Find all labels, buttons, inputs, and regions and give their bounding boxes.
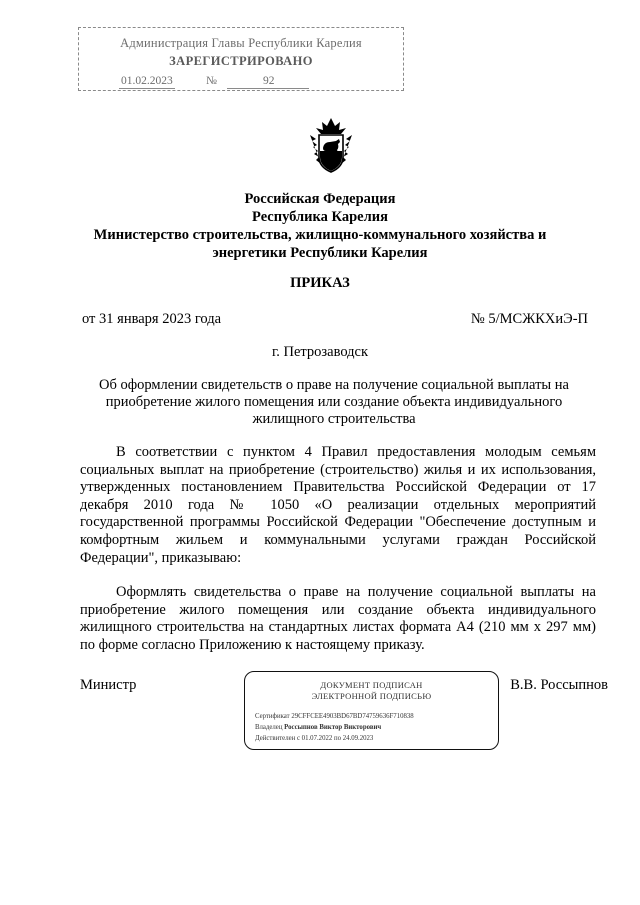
esig-certificate-row [255,713,492,720]
esig-title-line2: ЭЛЕКТРОННОЙ ПОДПИСЬЮ [311,691,432,701]
esig-certificate-label: Сертификат [255,713,290,720]
registration-stamp [78,27,404,91]
body-paragraph-1: В соответствии с пунктом 4 Правил предоставления молодым семьям социальных выплат на приобретение (строительство) жилья и их использования, утвержденных постановлением Правительства Российской Федерации от 17 декабря 2010 года № 1050 «О реализации отдельных мероприятий государственной программы Российской Федерации "Обеспечение доступным и комфортным жильем и коммунальными услугами граждан Российской Федерации", приказываю: [80,444,596,566]
esig-owner-value: Россыпнов Виктор Викторович [284,724,382,731]
esig-valid-to: 24.09.2023 [342,735,374,742]
esig-valid-from: 01.07.2022 [301,735,333,742]
header-country: Российская Федерация [244,191,396,207]
order-subject: Об оформлении свидетельств о праве на получение социальной выплаты на приобретение жилого помещения или создание объекта индивидуального жилищного строительства [98,377,569,427]
order-city: г. Петрозаводск [271,344,369,360]
header-region: Республика Карелия [252,209,388,225]
signatory-title: Министр [80,677,137,693]
header-ministry-line2: энергетики Республики Карелия [212,245,428,261]
esig-title-line1: ДОКУМЕНТ ПОДПИСАН [320,680,423,690]
esig-owner-label: Владелец [255,724,283,731]
registration-number: 92 [227,75,309,89]
registration-number-sign: № [206,75,217,87]
esig-owner-row [255,724,492,731]
signatory-name: В.В. Россыпнов [510,677,608,693]
esig-certificate-value: 29CFFCEE4903BD67BD74759636F710838 [291,713,414,720]
body-paragraph-2: Оформлять свидетельства о праве на получение социальной выплаты на приобретение жилого помещения или создание объекта индивидуального жилищного строительства на стандартных листах формата А4 (210 мм х 297 мм) по форме согласно Приложению к настоящему приказу. [80,584,596,653]
order-date: от 31 января 2023 года [82,311,222,327]
esig-validity-row [255,735,492,742]
coat-of-arms-icon [306,117,356,177]
order-number: № 5/МСЖКХиЭ-П [470,311,588,327]
registration-stamp-status: ЗАРЕГИСТРИРОВАНО [169,54,313,68]
registration-stamp-authority: Администрация Главы Республики Карелия [120,36,362,50]
registration-date: 01.02.2023 [121,75,173,87]
header-ministry-line1: Министерство строительства, жилищно-коммунального хозяйства и [93,227,547,243]
esig-valid-label: Действителен с [255,735,300,742]
document-title: ПРИКАЗ [290,275,350,291]
electronic-signature-stamp [244,671,499,750]
esig-valid-to-label: по [333,735,342,742]
